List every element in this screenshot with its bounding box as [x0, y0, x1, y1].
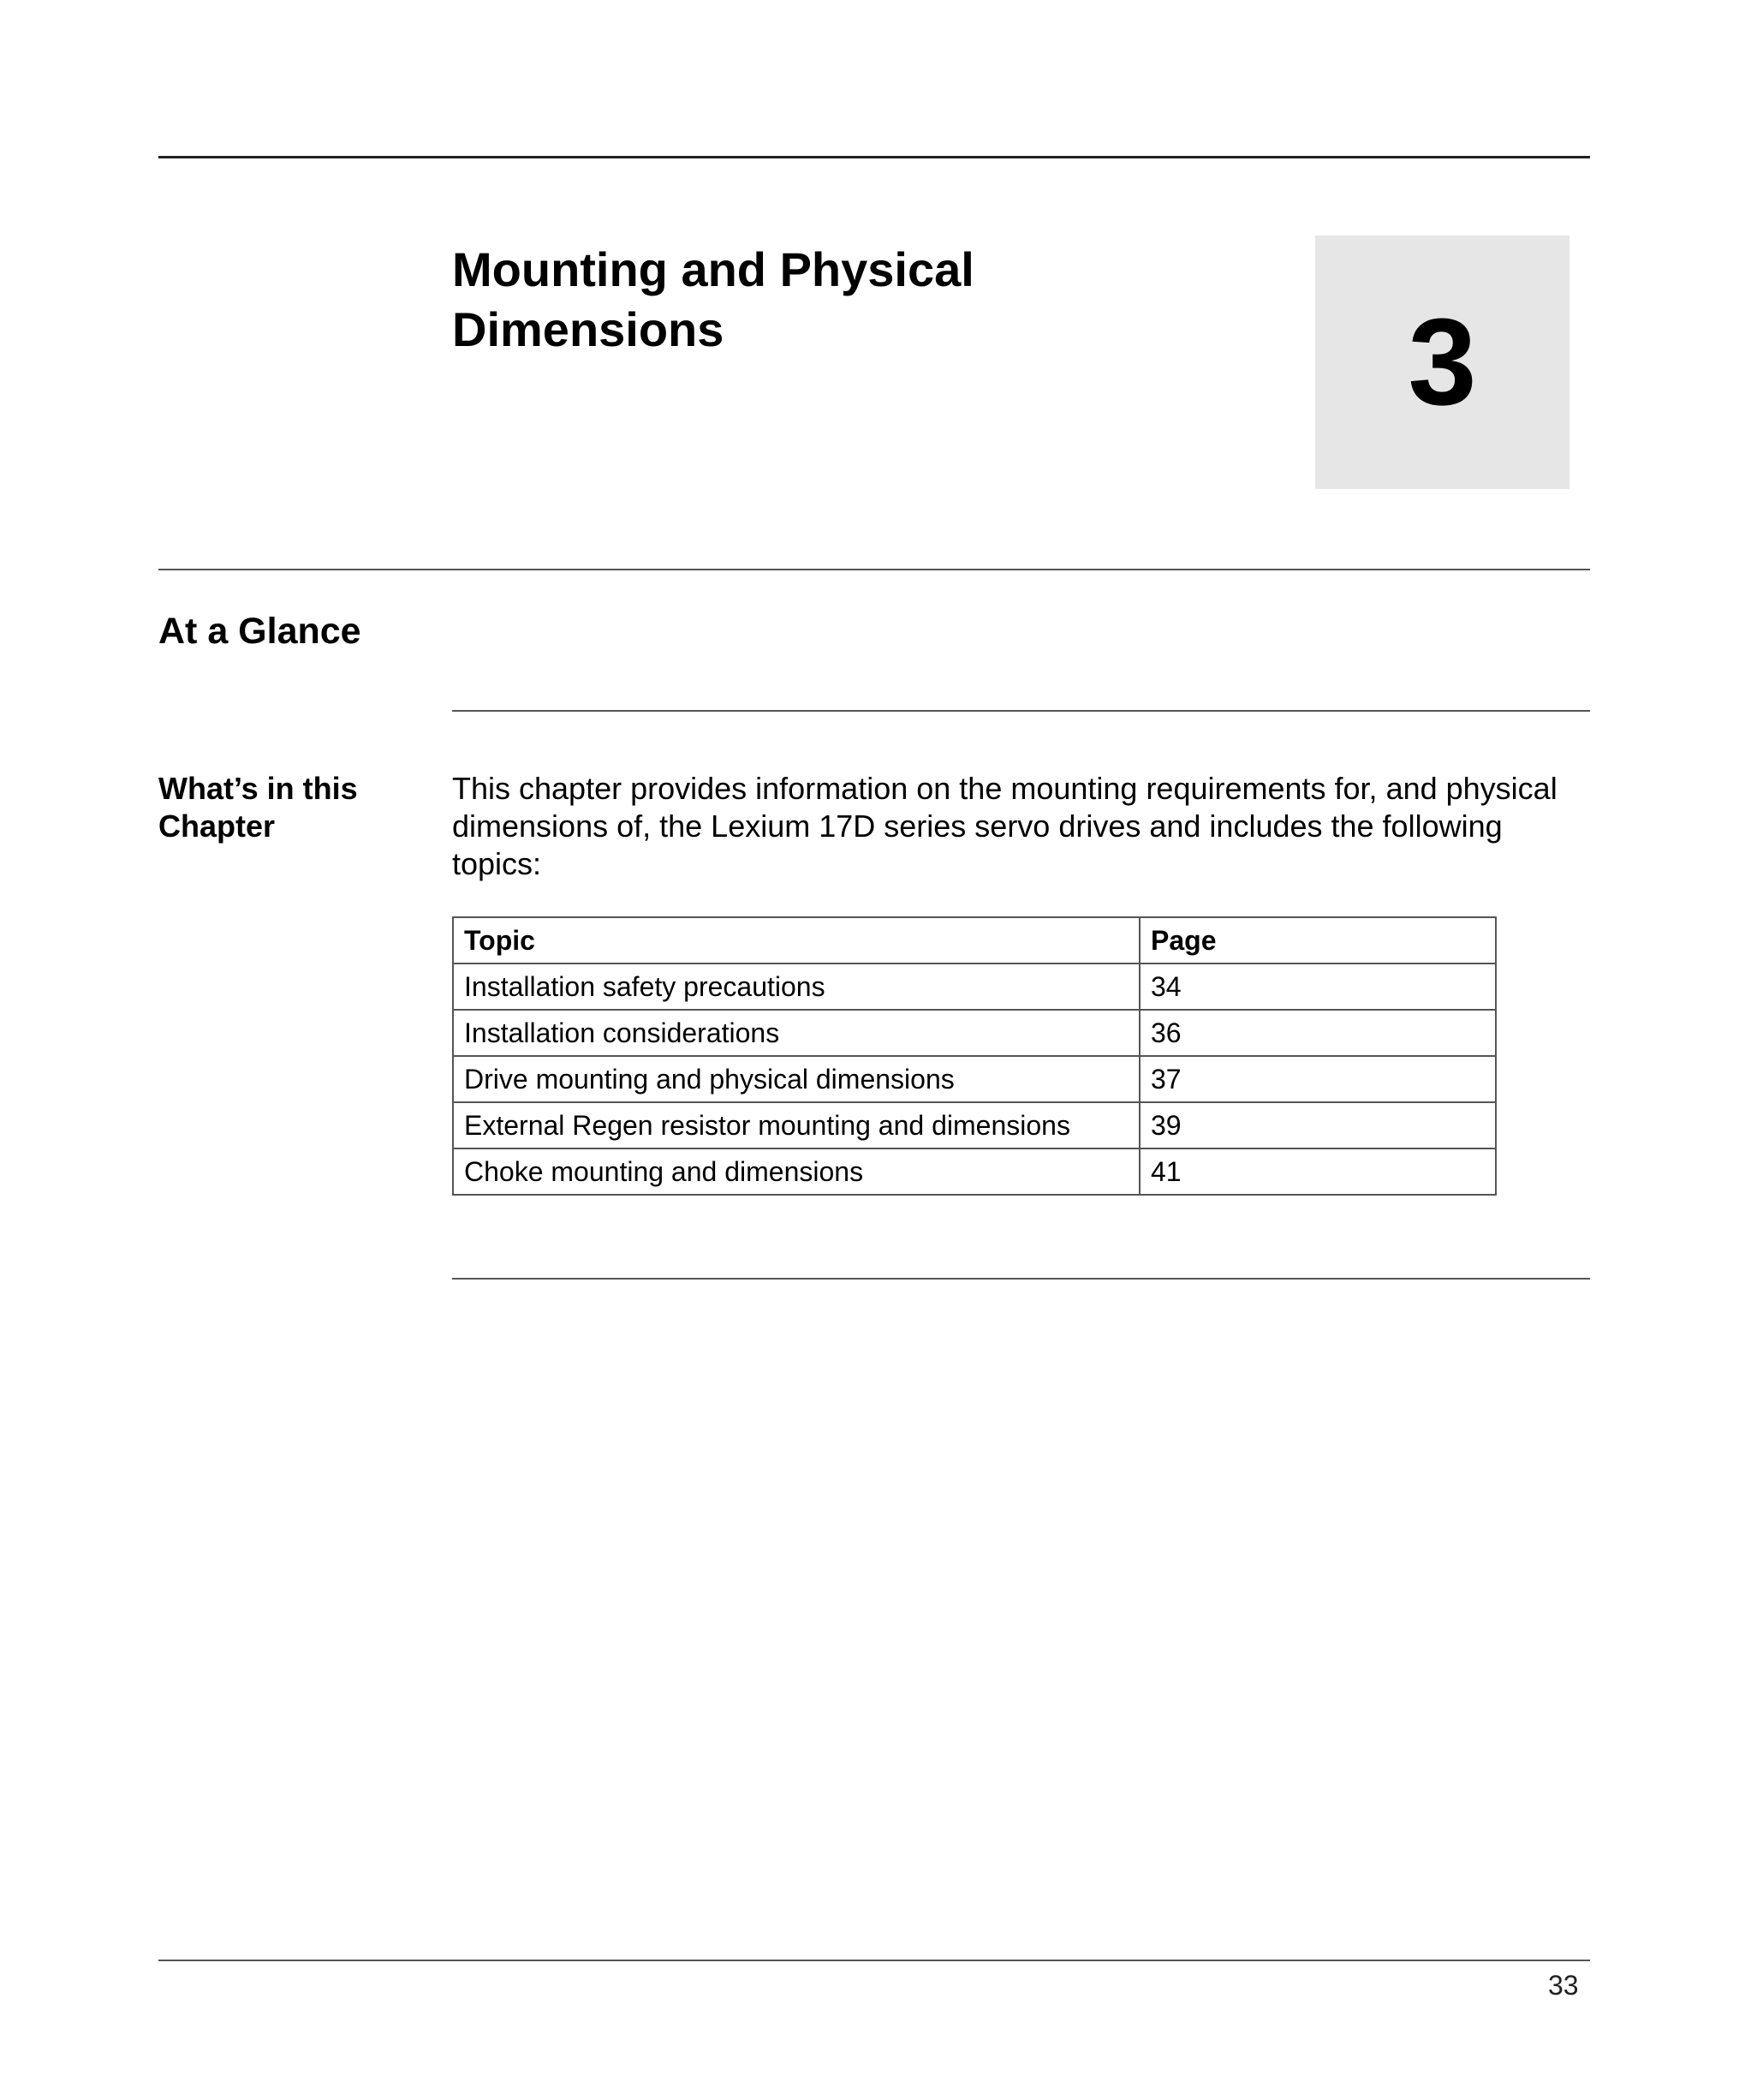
topic-cell: Installation safety precautions [453, 963, 1140, 1010]
whats-in-chapter-heading [158, 770, 415, 845]
table-row [453, 1010, 1496, 1056]
whats-in-chapter-heading-line-1: What’s in this [158, 771, 358, 806]
page-cell: 36 [1140, 1010, 1496, 1056]
subsection-bottom-rule [452, 1278, 1590, 1280]
whats-in-chapter-heading-line-2: Chapter [158, 808, 276, 844]
chapter-number: 3 [1408, 293, 1477, 431]
page-cell: 37 [1140, 1056, 1496, 1102]
subsection-top-rule [452, 710, 1590, 712]
chapter-title [452, 240, 1223, 360]
footer-rule [158, 1960, 1590, 1961]
page-column-header: Page [1140, 917, 1496, 963]
topic-column-header: Topic [453, 917, 1140, 963]
section-rule [158, 569, 1590, 570]
page-number: 33 [1548, 1970, 1579, 2001]
topic-cell: Installation considerations [453, 1010, 1140, 1056]
table-row [453, 963, 1496, 1010]
table-row [453, 1056, 1496, 1102]
topics-table [452, 916, 1497, 1196]
topic-cell: External Regen resistor mounting and dimensions [453, 1102, 1140, 1148]
chapter-title-line-2: Dimensions [452, 302, 724, 356]
topic-cell: Drive mounting and physical dimensions [453, 1056, 1140, 1102]
topic-cell: Choke mounting and dimensions [453, 1148, 1140, 1195]
chapter-title-line-1: Mounting and Physical [452, 242, 974, 296]
page-cell: 34 [1140, 963, 1496, 1010]
table-header-row [453, 917, 1496, 963]
chapter-number-box [1315, 236, 1569, 489]
chapter-intro-text: This chapter provides information on the mounting requirements for, and physical dimensions of, the Lexium 17D series servo drives and includes the following topics: [452, 771, 1557, 881]
top-rule [158, 156, 1590, 158]
page-cell: 41 [1140, 1148, 1496, 1195]
table-row [453, 1102, 1496, 1148]
table-row [453, 1148, 1496, 1195]
page-cell: 39 [1140, 1102, 1496, 1148]
at-a-glance-heading: At a Glance [158, 611, 361, 652]
